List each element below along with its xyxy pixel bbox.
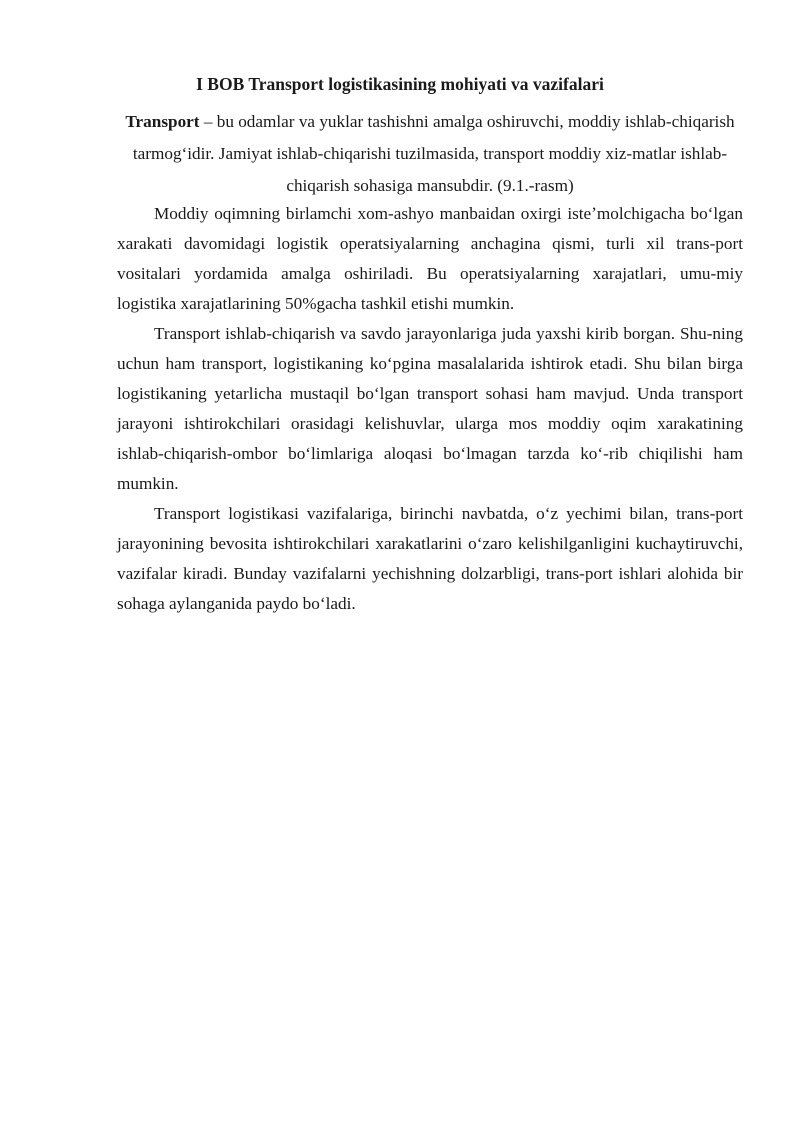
body-paragraph: Moddiy oqimning birlamchi xom-ashyo manbaidan oxirgi isteʼmolchigacha boʻlgan xarakati davomidagi logistik operatsiyalarning anchagina qismi, turli xil trans-port vositalari yordamida amalga oshiriladi. Bu operatsiyalarning xarajatlari, umu-miy logistika xarajatlarining 50%gacha tashkil etishi mumkin. <box>117 204 743 313</box>
body-text <box>117 199 743 619</box>
definition-paragraph <box>118 106 742 202</box>
chapter-heading: I BOB Transport logistikasining mohiyati va vazifalari <box>196 74 604 94</box>
defined-term: Transport <box>125 112 200 131</box>
definition-text: – bu odamlar va yuklar tashishni amalga oshiruvchi, moddiy ishlab-chiqarish tarmogʻidir. Jamiyat ishlab-chiqarishi tuzilmasida, transport moddiy xiz-matlar ishlab-chiqarish sohasiga mansubdir. (9.1.-rasm) <box>132 112 735 195</box>
body-paragraph: Transport logistikasi vazifalariga, birinchi navbatda, oʻz yechimi bilan, trans-port jarayonining bevosita ishtirokchilari xarakatlarini oʻzaro kelishilganligini kuchaytiruvchi, vazifalar kiradi. Bunday vazifalarni yechishning dolzarbligi, trans-port ishlari alohida bir sohaga aylanganida paydo boʻladi. <box>117 504 743 613</box>
body-paragraph: Transport ishlab-chiqarish va savdo jarayonlariga juda yaxshi kirib borgan. Shu-ning uchun ham transport, logistikaning koʻpgina masalalarida ishtirok etadi. Shu bilan birga logistikaning yetarlicha mustaqil boʻlgan transport sohasi ham mavjud. Unda transport jarayoni ishtirokchilari orasidagi kelishuvlar, ularga mos moddiy oqim xarakatining ishlab-chiqarish-ombor boʻlimlariga aloqasi boʻlmagan tarzda koʻ-rib chiqilishi ham mumkin. <box>117 324 743 493</box>
